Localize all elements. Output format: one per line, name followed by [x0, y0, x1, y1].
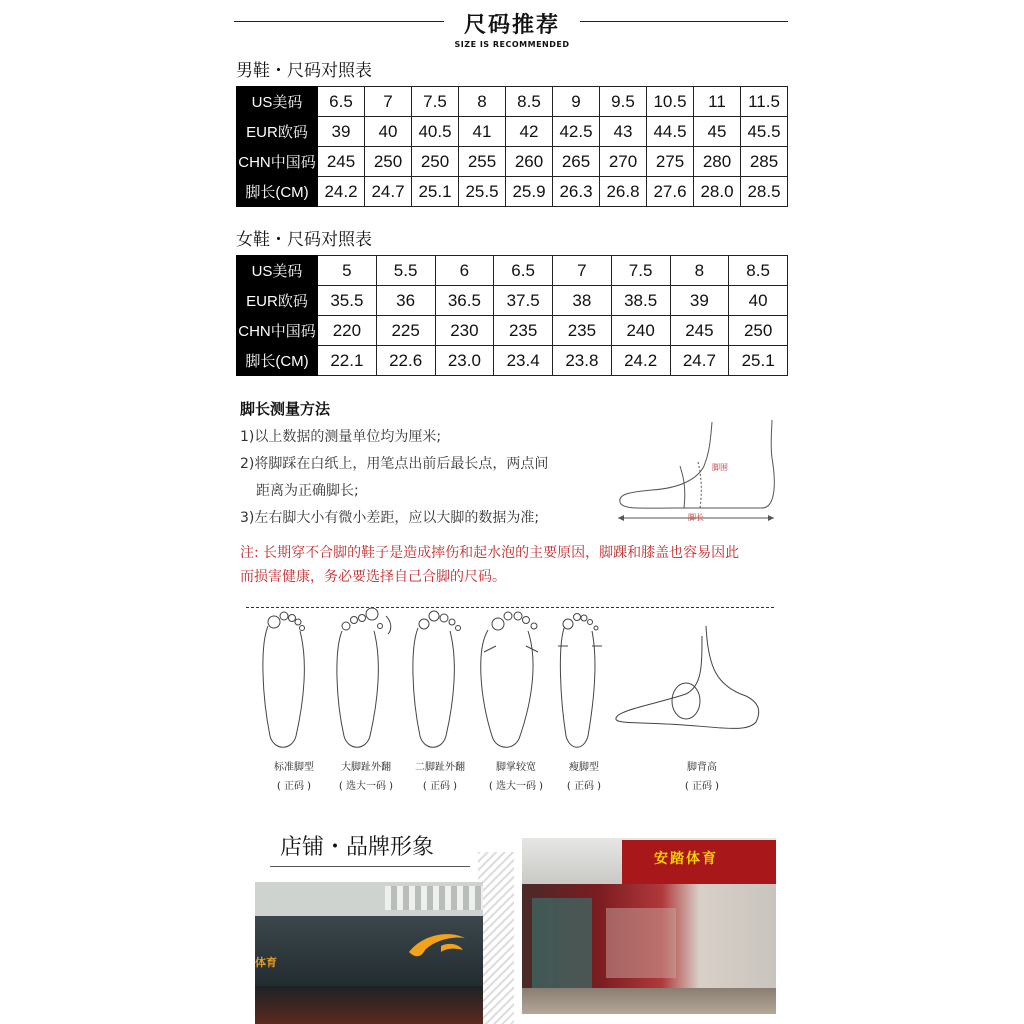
size-cell: 235 — [553, 316, 612, 346]
size-cell: 220 — [318, 316, 377, 346]
size-cell: 260 — [506, 147, 553, 177]
size-cell: 28.0 — [694, 177, 741, 207]
women-table-row — [237, 346, 788, 376]
row-label: CHN中国码 — [237, 147, 318, 177]
size-cell: 24.7 — [365, 177, 412, 207]
size-cell: 26.8 — [600, 177, 647, 207]
size-cell: 8.5 — [506, 87, 553, 117]
size-cell: 25.5 — [459, 177, 506, 207]
size-cell: 250 — [729, 316, 788, 346]
size-cell: 39 — [670, 286, 729, 316]
size-cell: 40 — [729, 286, 788, 316]
measure-line-1: 1)以上数据的测量单位均为厘米; — [240, 429, 442, 445]
page-title: 尺码推荐 — [463, 13, 560, 38]
size-cell: 11.5 — [741, 87, 788, 117]
measure-line-3: 距离为正确脚长; — [256, 483, 359, 499]
foot-type-wide: 脚掌较宽 ( 选大一码 ) — [488, 762, 544, 792]
row-label: EUR欧码 — [237, 286, 318, 316]
foot-type-high-instep: 脚背高 ( 正码 ) — [684, 762, 720, 792]
size-cell: 7.5 — [611, 256, 670, 286]
size-cell: 40 — [365, 117, 412, 147]
size-cell: 25.1 — [729, 346, 788, 376]
women-size-table — [236, 255, 788, 376]
size-cell: 8 — [670, 256, 729, 286]
size-cell: 250 — [412, 147, 459, 177]
size-cell: 38.5 — [611, 286, 670, 316]
size-cell: 5.5 — [376, 256, 435, 286]
foot-type-standard: 标准脚型 ( 正码 ) — [274, 762, 314, 792]
decorative-stripes — [478, 852, 514, 1024]
size-cell: 28.5 — [741, 177, 788, 207]
size-cell: 6 — [435, 256, 494, 286]
women-table-row — [237, 286, 788, 316]
size-cell: 22.6 — [376, 346, 435, 376]
size-cell: 245 — [318, 147, 365, 177]
women-table-row — [237, 316, 788, 346]
size-cell: 285 — [741, 147, 788, 177]
men-table-row — [237, 147, 788, 177]
men-table-title: 男鞋・尺码对照表 — [236, 61, 372, 81]
size-cell: 39 — [318, 117, 365, 147]
store-photo-mall — [522, 838, 776, 1014]
size-cell: 8 — [459, 87, 506, 117]
men-table-row — [237, 87, 788, 117]
size-cell: 7.5 — [412, 87, 459, 117]
size-cell: 8.5 — [729, 256, 788, 286]
size-cell: 45 — [694, 117, 741, 147]
women-table-row — [237, 256, 788, 286]
size-cell: 24.2 — [611, 346, 670, 376]
size-cell: 44.5 — [647, 117, 694, 147]
size-cell: 42.5 — [553, 117, 600, 147]
size-cell: 27.6 — [647, 177, 694, 207]
size-cell: 42 — [506, 117, 553, 147]
row-label: 脚长(CM) — [237, 346, 318, 376]
store-title-underline — [270, 866, 470, 867]
size-cell: 270 — [600, 147, 647, 177]
foot-type-second-toe-valgus: 二脚趾外翻 ( 正码 ) — [415, 762, 465, 792]
size-cell: 43 — [600, 117, 647, 147]
size-cell: 10.5 — [647, 87, 694, 117]
measure-line-4: 3)左右脚大小有微小差距，应以大脚的数据为准; — [240, 510, 540, 526]
measure-line-2: 2)将脚踩在白纸上，用笔点出前后最长点，两点间 — [240, 456, 549, 472]
size-cell: 35.5 — [318, 286, 377, 316]
size-cell: 25.9 — [506, 177, 553, 207]
size-cell: 275 — [647, 147, 694, 177]
store-banner-text: 安踏体育 — [654, 851, 718, 867]
men-table-row — [237, 177, 788, 207]
men-size-table — [236, 86, 788, 207]
size-cell: 250 — [365, 147, 412, 177]
size-cell: 25.1 — [412, 177, 459, 207]
diagram-length-label: 脚长 — [688, 513, 704, 522]
size-cell: 265 — [553, 147, 600, 177]
foot-type-thin: 瘦脚型 ( 正码 ) — [566, 762, 602, 792]
size-cell: 9.5 — [600, 87, 647, 117]
size-cell: 23.4 — [494, 346, 553, 376]
size-cell: 22.1 — [318, 346, 377, 376]
size-cell: 41 — [459, 117, 506, 147]
row-label: 脚长(CM) — [237, 177, 318, 207]
size-cell: 23.0 — [435, 346, 494, 376]
store-photo-front — [255, 882, 483, 1024]
size-cell: 37.5 — [494, 286, 553, 316]
size-cell: 23.8 — [553, 346, 612, 376]
size-cell: 38 — [553, 286, 612, 316]
men-table-row — [237, 117, 788, 147]
size-cell: 40.5 — [412, 117, 459, 147]
store-sign-text: 体育 — [255, 956, 277, 969]
foot-measure-diagram — [612, 418, 782, 524]
note-line-2: 而损害健康，务必要选择自己合脚的尺码。 — [240, 569, 506, 585]
measure-title: 脚长测量方法 — [240, 400, 331, 418]
size-cell: 26.3 — [553, 177, 600, 207]
row-label: CHN中国码 — [237, 316, 318, 346]
size-cell: 7 — [365, 87, 412, 117]
size-cell: 6.5 — [318, 87, 365, 117]
size-cell: 36 — [376, 286, 435, 316]
size-cell: 230 — [435, 316, 494, 346]
size-cell: 225 — [376, 316, 435, 346]
size-cell: 5 — [318, 256, 377, 286]
page-subtitle: SIZE IS RECOMMENDED — [454, 40, 570, 49]
size-cell: 36.5 — [435, 286, 494, 316]
diagram-girth-label: 脚围 — [712, 463, 728, 472]
size-cell: 24.7 — [670, 346, 729, 376]
note-line-1: 注: 长期穿不合脚的鞋子是造成摔伤和起水泡的主要原因，脚踝和膝盖也容易因此 — [240, 545, 740, 561]
row-label: US美码 — [237, 87, 318, 117]
size-cell: 255 — [459, 147, 506, 177]
foot-types-illustration — [246, 606, 786, 756]
foot-type-big-toe-valgus: 大脚趾外翻 ( 选大一码 ) — [338, 762, 394, 792]
size-cell: 7 — [553, 256, 612, 286]
store-section-title: 店铺・品牌形象 — [280, 835, 435, 860]
women-table-title: 女鞋・尺码对照表 — [236, 230, 372, 250]
size-cell: 11 — [694, 87, 741, 117]
size-cell: 245 — [670, 316, 729, 346]
size-cell: 45.5 — [741, 117, 788, 147]
size-cell: 24.2 — [318, 177, 365, 207]
size-cell: 9 — [553, 87, 600, 117]
size-cell: 235 — [494, 316, 553, 346]
brand-logo-icon — [405, 928, 469, 964]
row-label: EUR欧码 — [237, 117, 318, 147]
row-label: US美码 — [237, 256, 318, 286]
size-cell: 280 — [694, 147, 741, 177]
size-cell: 240 — [611, 316, 670, 346]
size-cell: 6.5 — [494, 256, 553, 286]
